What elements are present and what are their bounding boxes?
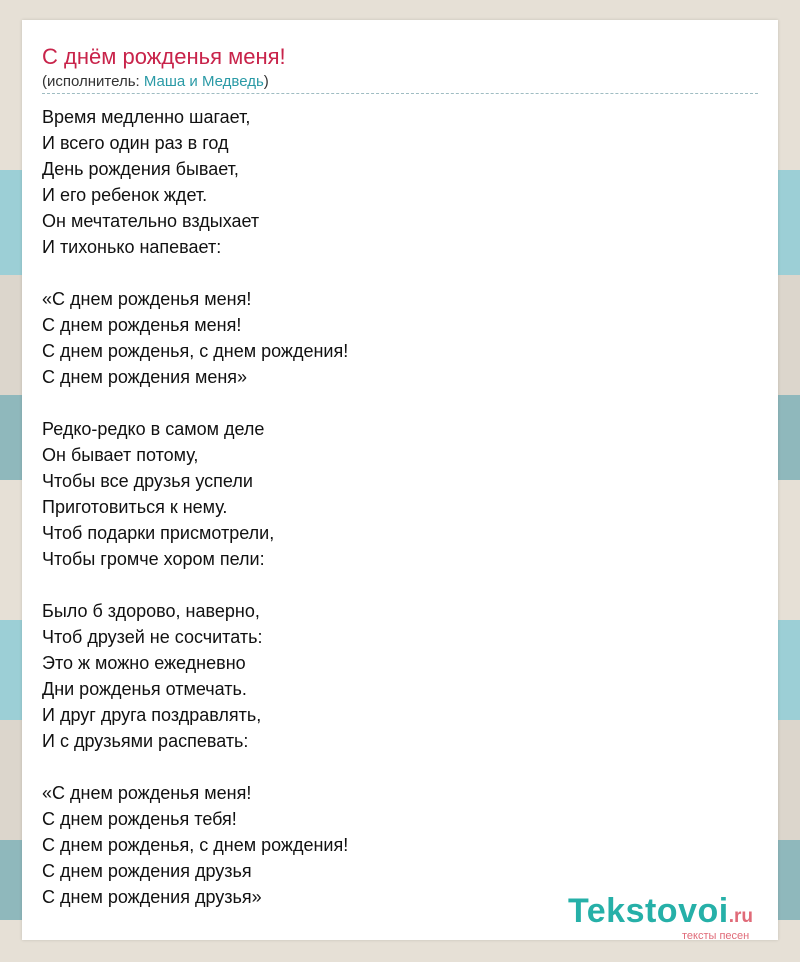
logo-wordmark	[568, 892, 753, 931]
stanza-gap	[42, 754, 742, 780]
lyric-line: День рождения бывает,	[42, 159, 239, 179]
lyric-line: С днем рождения друзья»	[42, 887, 262, 907]
artist-suffix: )	[263, 73, 269, 90]
lyric-line: «С днем рожденья меня!	[42, 289, 252, 309]
lyric-line: С днем рождения меня»	[42, 367, 248, 387]
lyric-line: С днем рождения друзья	[42, 861, 252, 881]
lyric-line: С днем рожденья меня!	[42, 315, 242, 335]
artist-link[interactable]: Маша и Медведь	[143, 73, 264, 90]
lyric-line: Он мечтательно вздыхает	[42, 211, 260, 231]
lyric-line: «С днем рожденья меня!	[42, 783, 252, 803]
lyric-line: Время медленно шагает,	[42, 107, 251, 127]
stanza-gap	[42, 390, 742, 416]
artist-line	[42, 73, 269, 90]
artist-prefix: (исполнитель:	[42, 73, 144, 90]
logo-word: Tekstovoi	[568, 892, 729, 930]
lyric-line: Это ж можно ежедневно	[42, 653, 246, 673]
lyrics-card	[22, 20, 778, 940]
logo-tld: .ru	[728, 906, 753, 927]
lyric-line: Редко-редко в самом деле	[42, 419, 265, 439]
lyric-line: С днем рожденья, с днем рождения!	[42, 835, 349, 855]
lyric-line: И тихонько напевает:	[42, 237, 222, 257]
site-logo[interactable]	[568, 892, 778, 940]
lyric-line: Чтоб друзей не сосчитать:	[42, 627, 263, 647]
lyric-line: И его ребенок ждет.	[42, 185, 208, 205]
lyric-line: И с друзьями распевать:	[42, 731, 249, 751]
lyric-line: И всего один раз в год	[42, 133, 229, 153]
lyric-line: С днем рожденья тебя!	[42, 809, 237, 829]
lyric-line: И друг друга поздравлять,	[42, 705, 262, 725]
lyric-line: Чтоб подарки присмотрели,	[42, 523, 275, 543]
lyrics-text	[42, 104, 742, 910]
stanza-gap	[42, 260, 742, 286]
lyric-line: Чтобы все друзья успели	[42, 471, 253, 491]
lyric-line: Он бывает потому,	[42, 445, 199, 465]
song-title: С днём рожденья меня!	[42, 44, 286, 69]
lyric-line: Приготовиться к нему.	[42, 497, 228, 517]
lyric-line: Дни рожденья отмечать.	[42, 679, 247, 699]
lyric-line: Было б здорово, наверно,	[42, 601, 260, 621]
lyric-line: С днем рожденья, с днем рождения!	[42, 341, 349, 361]
title-divider	[42, 93, 758, 94]
lyric-line: Чтобы громче хором пели:	[42, 549, 265, 569]
stanza-gap	[42, 572, 742, 598]
logo-tagline: тексты песен	[682, 930, 750, 942]
